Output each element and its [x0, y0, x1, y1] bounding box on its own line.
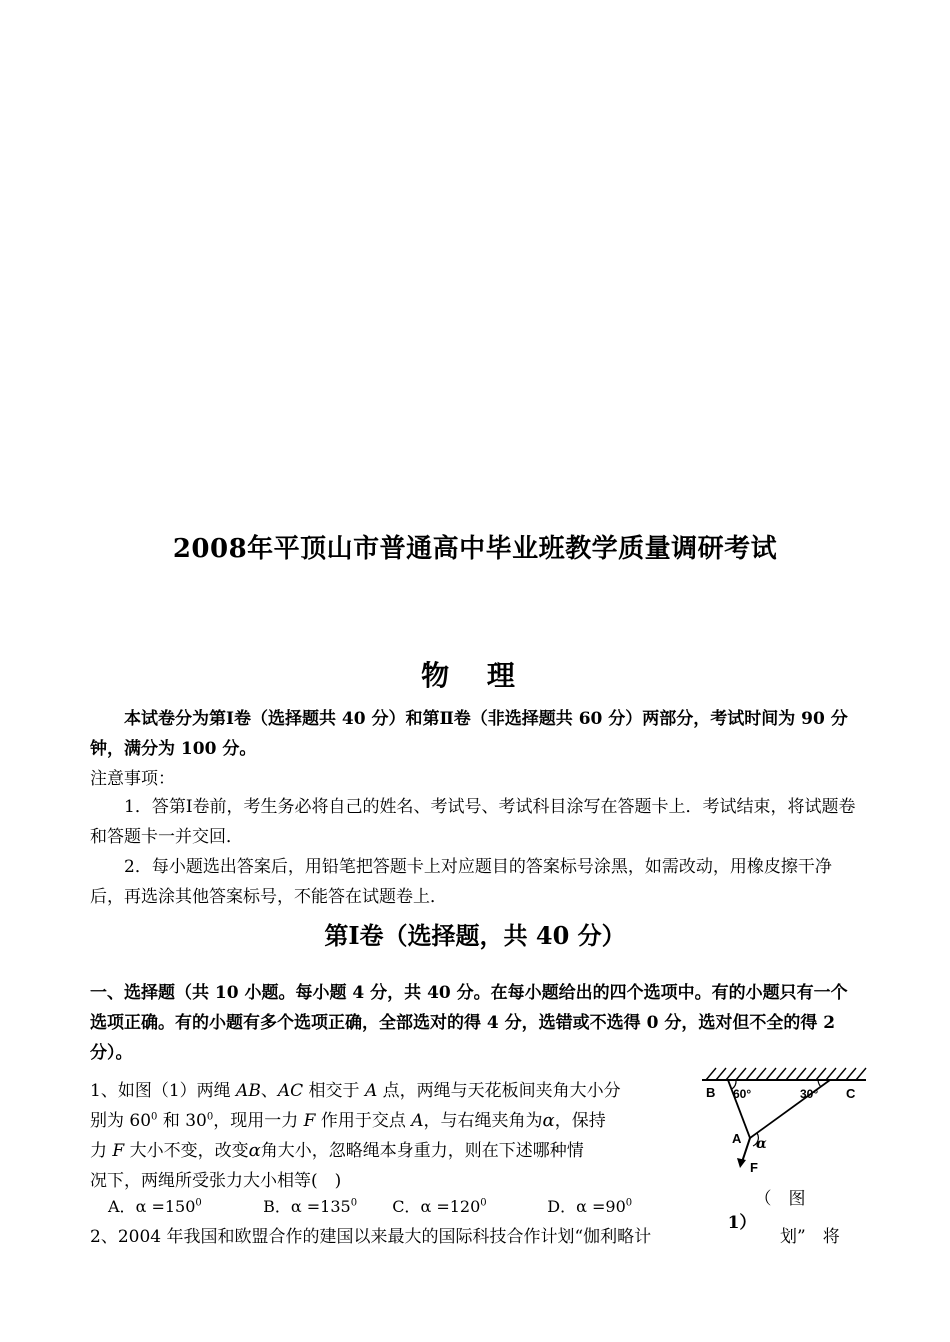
notice-item-1: 1．答第Ⅰ卷前，考生务必将自己的姓名、考试号、考试科目涂写在答题卡上．考试结束，将试题卷和答题卡一并交回．: [90, 797, 856, 847]
force-f-arrowhead: [737, 1158, 746, 1168]
option-a: A．$\alpha =150^0$: [108, 1197, 202, 1216]
question-1-options: [108, 1194, 632, 1217]
subject-heading: 物 理: [421, 659, 529, 692]
figure-1-diagram: [700, 1062, 870, 1182]
question-2-tail: 划” 将: [780, 1227, 840, 1247]
question-2-text: 2、2004 年我国和欧盟合作的建国以来最大的国际科技合作计划“伽利略计: [90, 1227, 652, 1247]
notice-item-2: 2．每小题选出答案后，用铅笔把答题卡上对应题目的答案标号涂黑，如需改动，用橡皮擦干净后，再选涂其他答案标号，不能答在试题卷上．: [90, 857, 832, 907]
question-1-text: [90, 1076, 690, 1196]
intro-paragraph: 本试卷分为第Ⅰ卷（选择题共 40 分）和第Ⅱ卷（非选择题共 60 分）两部分，考试时间为 90 分钟，满分为 100 分。: [90, 709, 848, 759]
figure-angle-30: 30°: [800, 1087, 819, 1101]
figure-caption-line-2: 1）: [727, 1213, 757, 1233]
figure-label-b: B: [706, 1085, 716, 1100]
question-1-line-3: 力 F 大小不变，改变α角大小，忽略绳本身重力，则在下述哪种情: [90, 1140, 584, 1161]
question-1-line-1: 1、如图（1）两绳 AB、AC 相交于 A 点，两绳与天花板间夹角大小分: [90, 1081, 621, 1101]
section-instructions: 一、选择题（共 10 小题。每小题 4 分，共 40 分。在每小题给出的四个选项中。有的小题只有一个选项正确。有的小题有多个选项正确，全部选对的得 4 分，选错或不选得 0 分，选对但不全的得 2 分）。: [90, 983, 848, 1063]
figure-label-a: A: [732, 1131, 742, 1146]
ceiling-hatching: [706, 1068, 866, 1080]
figure-label-c: C: [846, 1086, 856, 1101]
figure-angle-60: 60°: [733, 1087, 752, 1101]
option-b: B．$\alpha =135^0$: [263, 1197, 358, 1216]
angle-arc-30: [818, 1080, 821, 1087]
option-c: C．$\alpha =120^0$: [392, 1197, 487, 1216]
force-f-line: [742, 1138, 750, 1162]
question-1-line-2: 别为 $60^0$ 和 $30^0$，现用一力 F 作用于交点 A，与右绳夹角为α，保持: [90, 1110, 606, 1131]
figure-label-f: F: [750, 1160, 758, 1175]
section-heading: 第Ⅰ卷（选择题，共 40 分）: [324, 921, 626, 950]
notice-heading: 注意事项：: [90, 769, 175, 789]
option-d: D．$\alpha =90^0$: [547, 1197, 633, 1216]
figure-label-alpha: α: [756, 1136, 767, 1152]
question-1-line-4: 况下，两绳所受张力大小相等( ): [90, 1171, 342, 1191]
exam-title: 2008年平顶山市普通高中毕业班教学质量调研考试: [172, 534, 778, 564]
figure-caption-line-1: （ 图: [754, 1189, 806, 1209]
